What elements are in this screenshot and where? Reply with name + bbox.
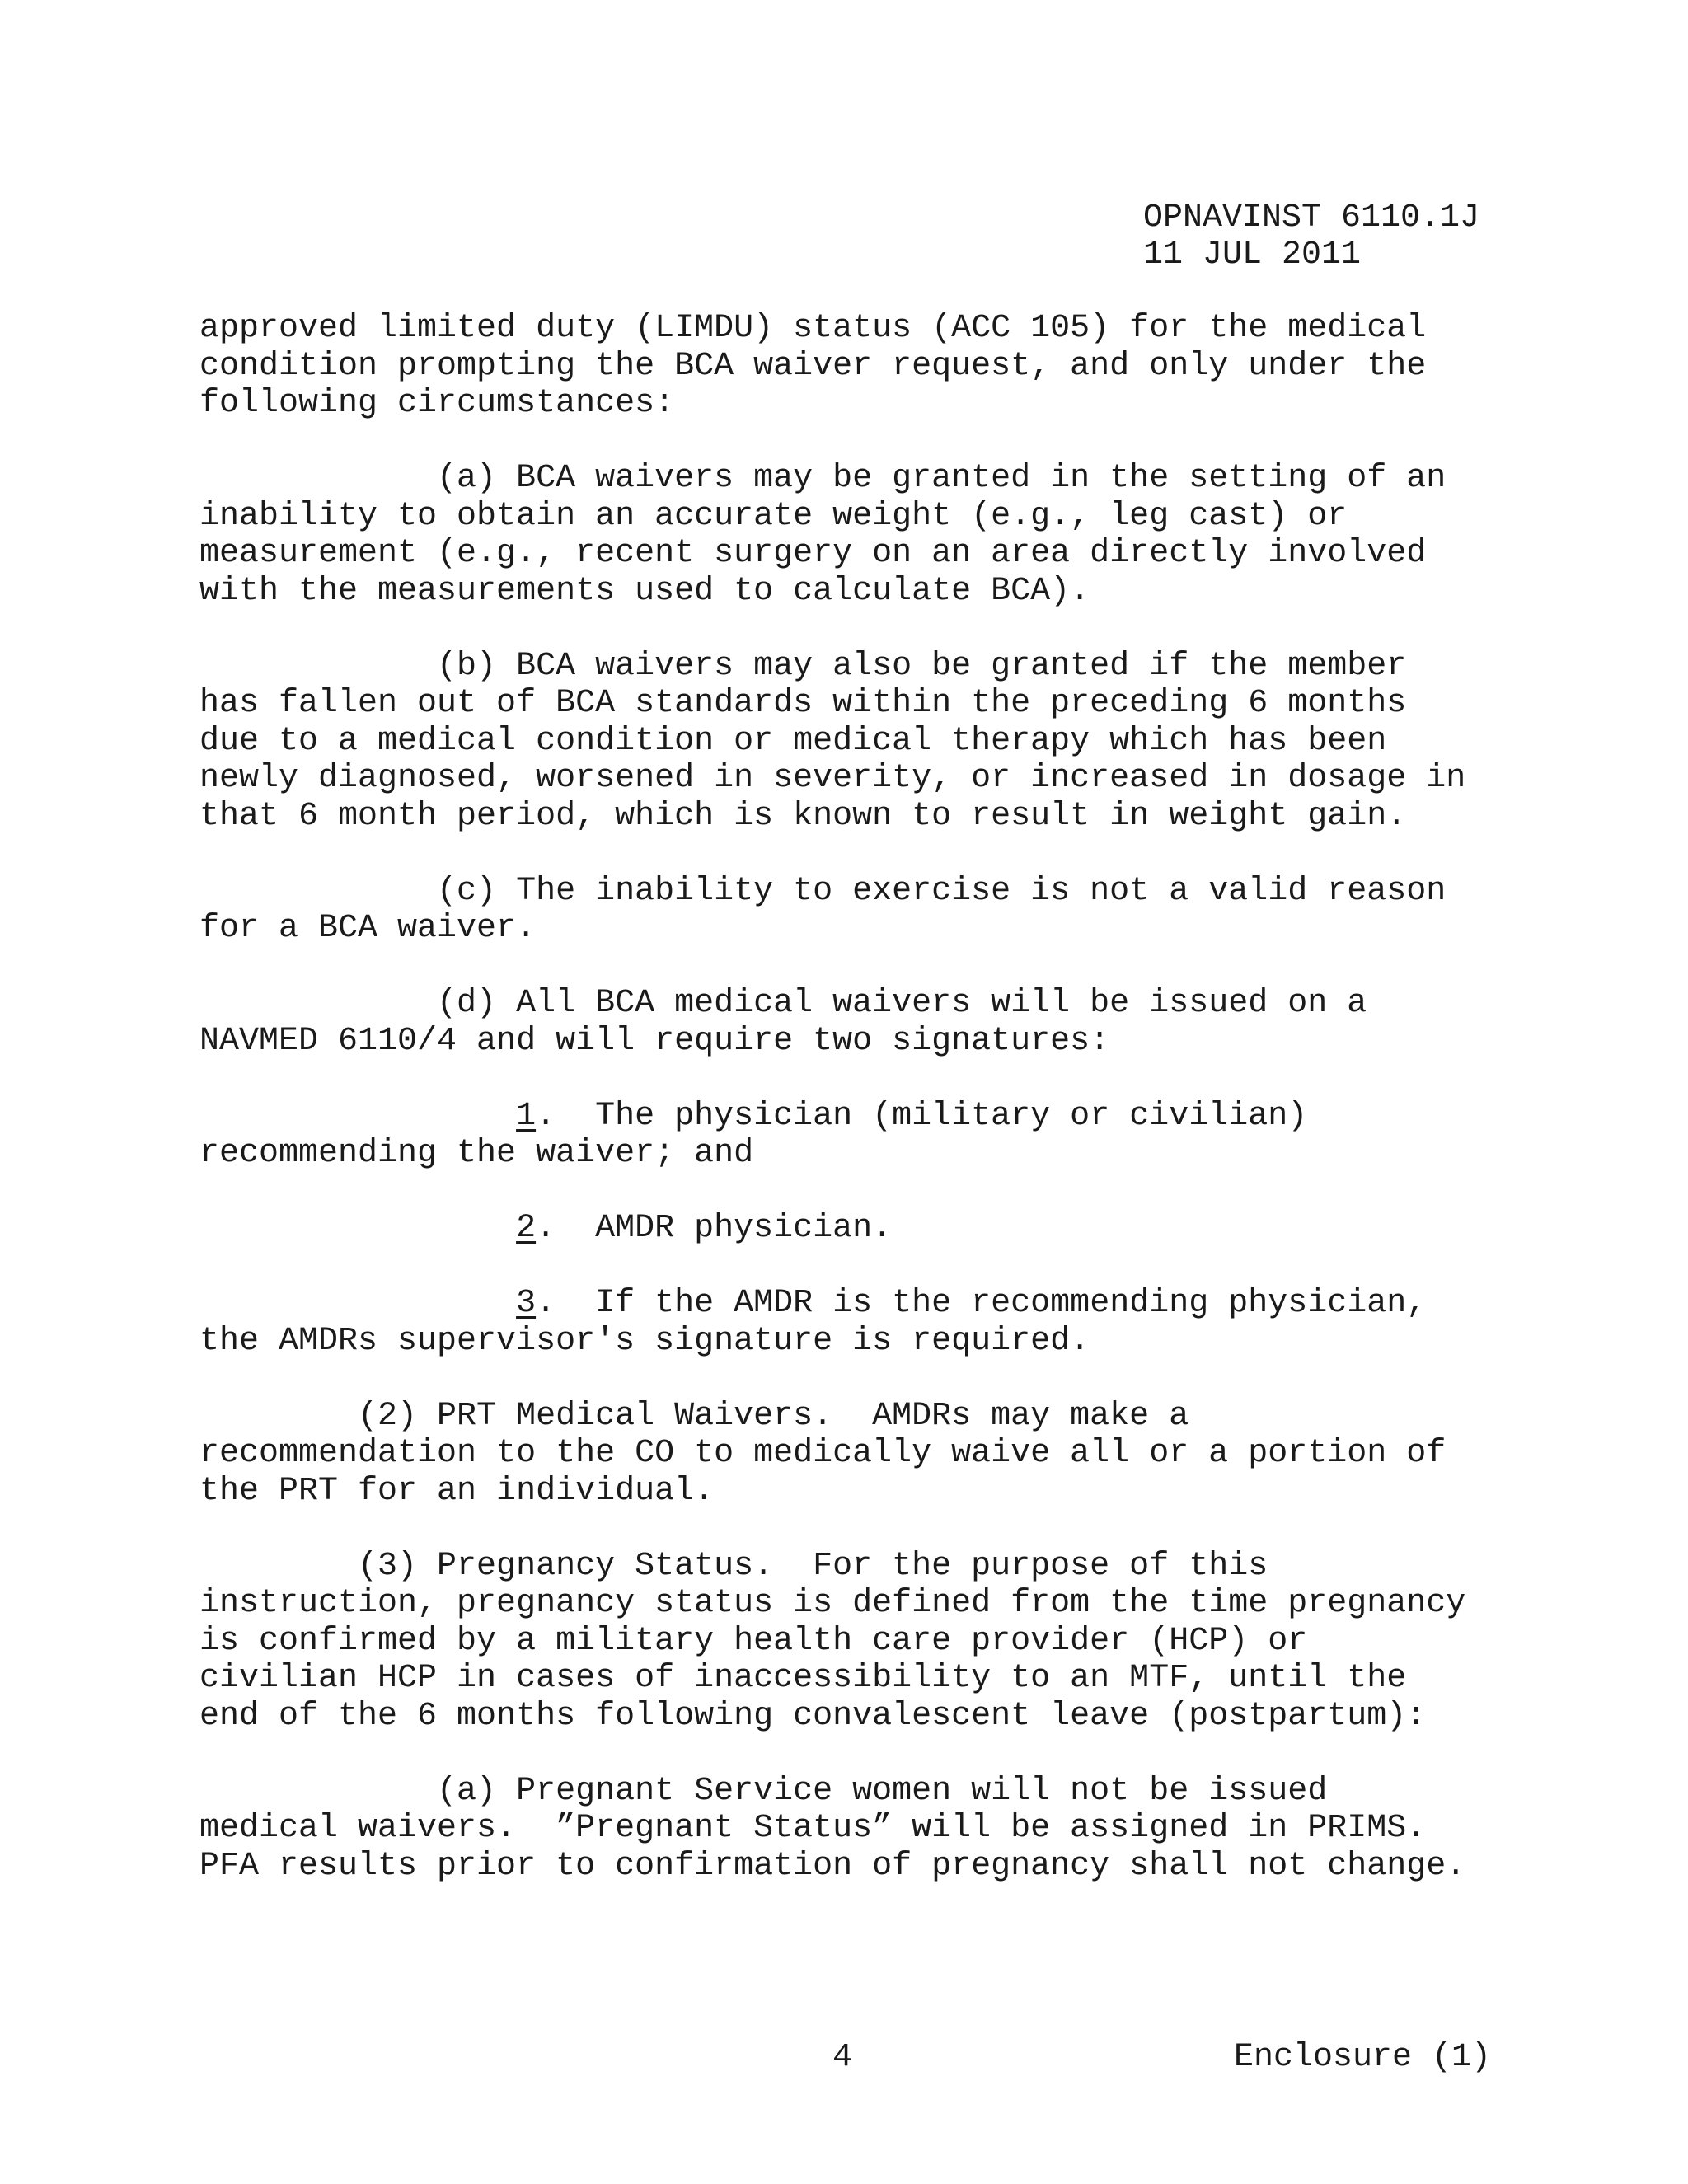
document-id: OPNAVINST 6110.1J xyxy=(1143,199,1480,237)
page-number: 4 xyxy=(832,2039,853,2076)
paragraph-2: (2) PRT Medical Waivers. AMDRs may make a recommendation to the CO to medically waive all or a portion of the PRT for an individual. xyxy=(199,1397,1447,1510)
subparagraph-3-number: 3 xyxy=(516,1285,537,1322)
paragraph-c: (c) The inability to exercise is not a valid reason for a BCA waiver. xyxy=(199,872,1447,947)
subparagraph-3 xyxy=(199,1285,1485,1360)
document-body xyxy=(199,310,1485,1923)
subparagraph-2 xyxy=(199,1210,1485,1248)
subparagraph-1-text: . The physician (military or civilian) recommending the waiver; and xyxy=(199,1097,1308,1172)
document-date: 11 JUL 2011 xyxy=(1143,237,1362,274)
subparagraph-2-text: . AMDR physician. xyxy=(536,1210,893,1247)
paragraph-3a: (a) Pregnant Service women will not be issued medical waivers. ”Pregnant Status” will be assigned in PRIMS. PFA results prior to confirmation of pregnancy shall not change. xyxy=(199,1772,1466,1885)
paragraph-a: (a) BCA waivers may be granted in the setting of an inability to obtain an accurate weight (e.g., leg cast) or measurement (e.g., recent surgery on an area directly involved with the measurements used to calculate BCA). xyxy=(199,460,1447,610)
paragraph-d: (d) All BCA medical waivers will be issued on a NAVMED 6110/4 and will require two signatures: xyxy=(199,985,1367,1060)
subparagraph-1-number: 1 xyxy=(516,1097,537,1135)
paragraph-intro: approved limited duty (LIMDU) status (ACC 105) for the medical condition prompting the BCA waiver request, and only under the following circumstances: xyxy=(199,310,1427,422)
document-header xyxy=(1143,199,1479,274)
subparagraph-2-number: 2 xyxy=(516,1210,537,1247)
paragraph-3: (3) Pregnancy Status. For the purpose of this instruction, pregnancy status is defined from the time pregnancy is confirmed by a military health care provider (HCP) or civilian HCP in cases of inaccessibility to an MTF, until the end of the 6 months following convalescent leave (postpartum): xyxy=(199,1547,1466,1735)
subparagraph-3-text: . If the AMDR is the recommending physician, the AMDRs supervisor's signature is required. xyxy=(199,1285,1427,1360)
paragraph-b: (b) BCA waivers may also be granted if the member has fallen out of BCA standards within the preceding 6 months due to a medical condition or medical therapy which has been newly diagnosed, worsened in severity, or increased in dosage in that 6 month period, which is known to result in weight gain. xyxy=(199,647,1466,835)
subparagraph-1 xyxy=(199,1098,1485,1173)
enclosure-label: Enclosure (1) xyxy=(1234,2039,1492,2076)
